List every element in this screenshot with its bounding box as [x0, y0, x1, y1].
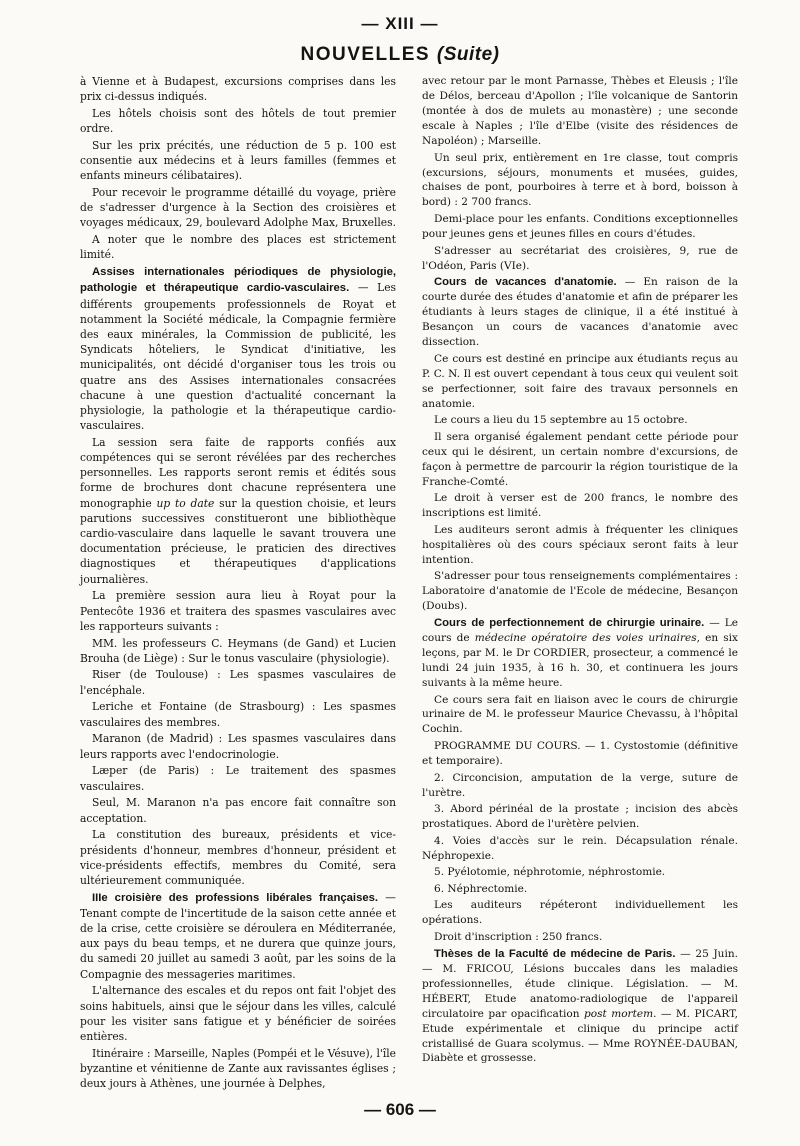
paragraph-text: Il sera organisé également pendant cette période pour ceux qui le désirent, un certain nombre d'excursions, de façon à permettre de parcourir la région touristique de la Franche-Comté.	[422, 430, 738, 488]
paragraph-text: Seul, M. Maranon n'a pas encore fait connaître son acceptation.	[80, 796, 396, 825]
paragraph-text: La constitution des bureaux, présidents et vice-présidents d'honneur, membres d'honneur, président et vice-présidents effectifs, membres du Comité, sera ultérieurement communiquée.	[80, 828, 396, 887]
paragraph-text-tail: sur la question choisie, et leurs parutions successives constitueront une bibliothèque cardio-vasculaire dans laquelle le savant trouvera une documentation précieuse, le praticien des directives diagnostiques et thérapeutiques d'applications journalières.	[80, 496, 396, 586]
paragraph-text: Demi-place pour les enfants. Conditions exceptionnelles pour jeunes gens et jeunes filles en cours d'études.	[422, 213, 738, 241]
paragraph-text: Les hôtels choisis sont des hôtels de tout premier ordre.	[80, 106, 396, 136]
paragraph	[422, 523, 738, 568]
paragraph-text: Le cours a lieu du 15 septembre au 15 octobre.	[434, 414, 688, 427]
paragraph-text: La première session aura lieu à Royat pour la Pentecôte 1936 et traitera des spasmes vasculaires avec les rapporteurs suivants :	[80, 589, 396, 633]
paragraph-heading: IIIe croisière des professions libérales françaises.	[92, 891, 379, 904]
left-column	[80, 74, 396, 1093]
paragraph	[80, 731, 396, 761]
paragraph	[80, 983, 396, 1044]
title-suite: (Suite)	[436, 44, 500, 65]
paragraph-text: — Les différents groupements professionnels de Royat et notamment la Société médicale, la Compagnie fermière des eaux minérales, la Commission de publicité, les Syndicats hôteliers, le Syndicat d'initiative, les municipalités, ont décidé d'organiser tous les trois ou quatre ans des Assises internationales consacrées chacune à une question d'actualité concernant la physiologie, la pathologie et la thérapeutique cardio-vasculaires.	[80, 281, 397, 433]
paragraph	[422, 865, 738, 880]
paragraph-text: Pour recevoir le programme détaillé du voyage, prière de s'adresser d'urgence à la Section des croisières et voyages médicaux, 29, boulevard Adolphe Max, Bruxelles.	[80, 186, 397, 230]
paragraph-text: Les auditeurs seront admis à fréquenter les cliniques hospitalières où des cours spéciaux seront faits à leur intention.	[422, 523, 738, 566]
paragraph-text: S'adresser au secrétariat des croisières, 9, rue de l'Odéon, Paris (VIe).	[422, 244, 738, 272]
paragraph	[80, 699, 396, 729]
paragraph	[422, 352, 738, 412]
paragraph-text-tail: . — M. PICART, Etude expérimentale et clinique du principe actif cristallisé de Guara scolymus. — Mme ROYNÉE-DAUBAN, Diabète et grossesse.	[422, 1007, 739, 1065]
paragraph-text: Sur les prix précités, une réduction de 5 p. 100 est consentie aux médecins et à leurs familles (femmes et enfants mineurs célibataires).	[80, 138, 396, 183]
paragraph-text: Les auditeurs répéteront individuellement les opérations.	[422, 899, 738, 927]
paragraph-text: A noter que le nombre des places est strictement limité.	[80, 233, 396, 262]
paragraph	[422, 616, 738, 691]
paragraph	[422, 413, 738, 428]
paragraph-text: Leriche et Fontaine (de Strasbourg) : Les spasmes vasculaires des membres.	[80, 700, 396, 729]
paragraph	[422, 430, 738, 490]
paragraph-text: à Vienne et à Budapest, excursions comprises dans les prix ci-dessus indiqués.	[80, 75, 396, 104]
paragraph-text: 4. Voies d'accès sur le rein. Décapsulation rénale. Néphropexie.	[422, 834, 738, 862]
paragraph	[80, 1046, 396, 1092]
paragraph-text: — 25 Juin. — M. FRICOU, Lésions buccales dans les maladies professionnelles, étude clinique. Législation. — M. HÉBERT, Etude anatomo-radiologique de l'appareil circulatoire par opacification	[422, 947, 738, 1020]
paragraph-italic: up to date	[156, 496, 215, 510]
paragraph-text: 6. Néphrectomie.	[434, 882, 528, 895]
paragraph-text: Un seul prix, entièrement en 1re classe, tout compris (excursions, séjours, monuments et musées, guides, chaises de pont, pourboires à terre et à bord, boisson à bord) : 2 700 francs.	[422, 151, 738, 209]
paragraph-text-tail: , en six leçons, par M. le Dr CORDIER, prosecteur, a commencé le lundi 24 juin 1935, à 16 h. 30, et continuera les jours suivants à la même heure.	[422, 631, 738, 689]
paragraph-text: — Le cours de	[422, 616, 738, 644]
paragraph	[80, 763, 396, 793]
paragraph-text: MM. les professeurs C. Heymans (de Gand) et Lucien Brouha (de Liège) : Sur le tonus vasculaire (physiologie).	[80, 636, 396, 665]
paragraph	[80, 232, 396, 262]
paragraph-text: — Tenant compte de l'incertitude de la saison cette année et de la crise, cette croisière se déroulera en Méditerranée, aux pays du beau temps, et ne durera que quinze jours, du samedi 20 juillet au samedi 3 août, par les soins de la Compagnie des messageries maritimes.	[80, 890, 396, 981]
paragraph-heading: Cours de perfectionnement de chirurgie urinaire.	[434, 616, 705, 629]
paragraph	[80, 890, 396, 982]
paragraph	[422, 947, 738, 1067]
paragraph	[422, 275, 738, 350]
paragraph-text: Maranon (de Madrid) : Les spasmes vasculaires dans leurs rapports avec l'endocrinologie.	[80, 732, 396, 761]
paragraph	[80, 185, 396, 231]
paragraph-italic: post mortem	[584, 1007, 654, 1020]
paragraph	[422, 212, 738, 242]
paragraph	[80, 667, 396, 697]
paragraph	[80, 74, 396, 104]
paragraph-text: avec retour par le mont Parnasse, Thèbes et Eleusis ; l'île de Délos, berceau d'Apollon ; l'île volcanique de Santorin (montée à dos de mulets au monastère) ; une seconde escale à Naples ; l'île d'Elbe (visite des résidences de Napoléon) ; Marseille.	[422, 75, 738, 147]
paragraph	[80, 435, 396, 587]
paragraph	[422, 898, 738, 928]
paragraph-text: Ce cours est destiné en principe aux étudiants reçus au P. C. N. Il est ouvert cependant à tous ceux qui veulent soit se perfectionner, soit faire des travaux personnels en anatomie.	[422, 352, 738, 410]
paragraph-heading: Assises internationales périodiques de physiologie, pathologie et thérapeutique cardio-vasculaires.	[80, 266, 396, 295]
paragraph	[80, 636, 396, 666]
paragraph	[422, 739, 738, 769]
paragraph-text: Le droit à verser est de 200 francs, le nombre des inscriptions est limité.	[422, 492, 738, 520]
paragraph-text: PROGRAMME DU COURS. — 1. Cystostomie (définitive et temporaire).	[422, 740, 738, 768]
paragraph	[80, 588, 396, 634]
section-title	[0, 44, 800, 66]
page-folio: — 606 —	[364, 1100, 436, 1119]
paragraph-text: S'adresser pour tous renseignements complémentaires : Laboratoire d'anatomie de l'Ecole de médecine, Besançon (Doubs).	[422, 570, 738, 613]
paragraph	[422, 74, 738, 149]
right-column	[422, 74, 738, 1068]
paragraph-text: 2. Circoncision, amputation de la verge, suture de l'urètre.	[422, 771, 738, 799]
paragraph-heading: Thèses de la Faculté de médecine de Paris.	[434, 947, 676, 960]
paragraph	[80, 827, 396, 888]
paragraph	[422, 771, 738, 801]
paragraph	[80, 138, 396, 184]
paragraph	[422, 802, 738, 832]
paragraph-text: — En raison de la courte durée des études d'anatomie et afin de préparer les étudiants à leurs stages de clinique, il a été institué à Besançon un cours de vacances d'anatomie avec dissection.	[422, 276, 738, 349]
paragraph	[422, 569, 738, 614]
paragraph-text: L'alternance des escales et du repos ont fait l'objet des soins habituels, ainsi que le séjour dans les villes, calculé pour les visiter sans fatigue et y bénéficier de soirées entières.	[80, 984, 396, 1043]
paragraph-heading: Cours de vacances d'anatomie.	[434, 276, 617, 289]
paragraph-text: Læper (de Paris) : Le traitement des spasmes vasculaires.	[80, 764, 396, 793]
paragraph	[422, 693, 738, 738]
paragraph-italic: médecine opératoire des voies urinaires	[474, 631, 697, 644]
paragraph	[422, 491, 738, 521]
paragraph	[80, 264, 396, 433]
paragraph	[422, 244, 738, 274]
title-text: NOUVELLES	[300, 44, 431, 65]
paragraph-text: La session sera faite de rapports confiés aux compétences qui se seront révélées par des recherches personnelles. Les rapports seront remis et édités sous forme de brochures dont chacune représentera une monographie	[80, 435, 396, 510]
paragraph	[422, 930, 738, 945]
paragraph-text: 5. Pyélotomie, néphrotomie, néphrostomie.	[434, 866, 666, 879]
paragraph	[80, 795, 396, 825]
paragraph	[422, 834, 738, 864]
paragraph-text: Itinéraire : Marseille, Naples (Pompéi et le Vésuve), l'île byzantine et vénitienne de Zante aux ravissantes églises ; deux jours à Athènes, une journée à Delphes,	[80, 1046, 396, 1091]
paragraph-text: Riser (de Toulouse) : Les spasmes vasculaires de l'encéphale.	[80, 668, 396, 697]
paragraph-text: Droit d'inscription : 250 francs.	[434, 931, 603, 944]
paragraph	[80, 106, 396, 136]
paragraph-text: Ce cours sera fait en liaison avec le cours de chirurgie urinaire de M. le professeur Maurice Chevassu, à l'hôpital Cochin.	[422, 693, 738, 736]
paragraph	[422, 882, 738, 897]
roman-page-number: — XIII —	[361, 14, 439, 33]
paragraph	[422, 151, 738, 211]
paragraph-text: 3. Abord périnéal de la prostate ; incision des abcès prostatiques. Abord de l'urètère pelvien.	[422, 803, 738, 831]
